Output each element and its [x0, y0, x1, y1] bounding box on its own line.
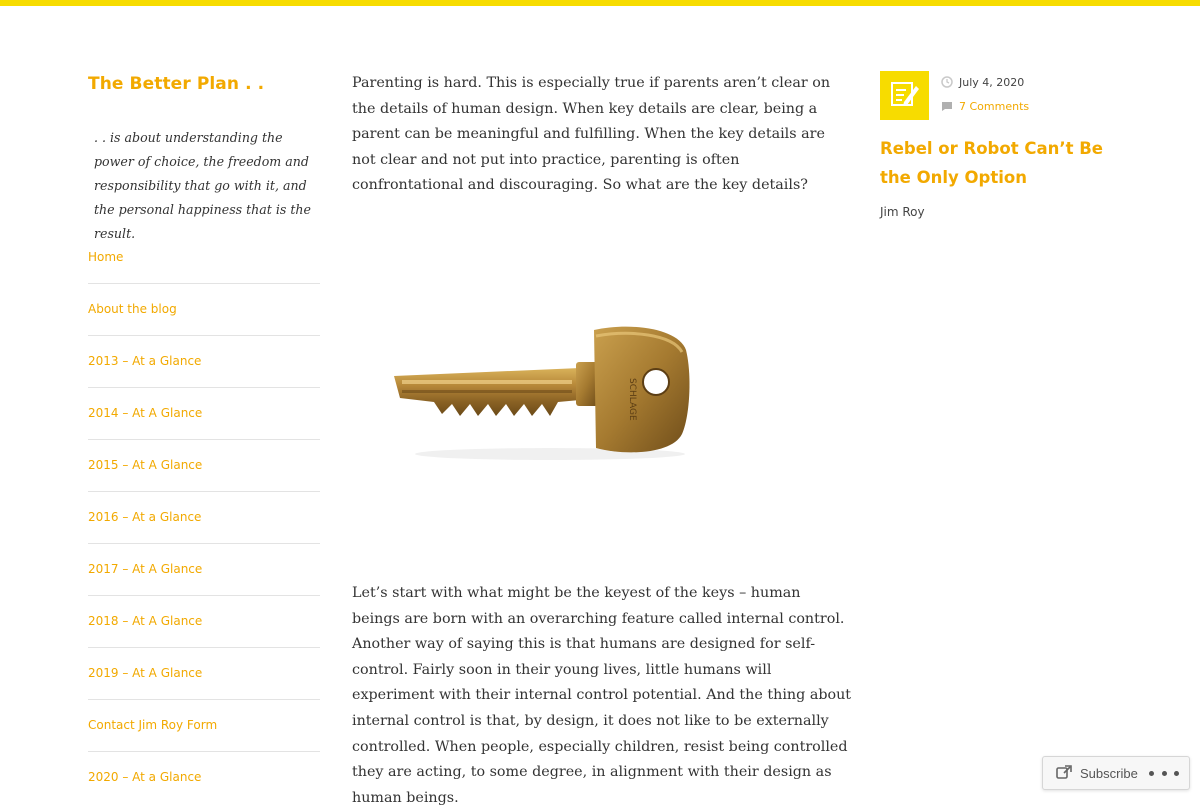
post-content: [352, 71, 852, 199]
comment-icon: [941, 100, 953, 112]
sidebar-nav: [88, 232, 320, 803]
nav-item-about: [88, 284, 320, 336]
nav-item-2018: [88, 596, 320, 648]
nav-item-home: [88, 232, 320, 284]
nav-link-about[interactable]: About the blog: [88, 302, 177, 316]
post-paragraph: Parenting is hard. This is especially true if parents aren’t clear on the details of human design. When key details are clear, being a parent can be meaningful and fulfilling. When the key details are not clear and not put into practice, parenting is often confrontational and discouraging. So what are the key details?: [352, 75, 831, 194]
subscribe-bar: [1042, 756, 1190, 790]
post-paragraph: Let’s start with what might be the keyest of the keys – human beings are born with an overarching feature called internal control. Another way of saying this is that humans are designed for self-control. Fairly soon in their young lives, little humans will experiment with their internal control potential. And the thing about internal control is that, by design, it does not like to be externally controlled. When people, especially children, resist being controlled they are acting, to some degree, in alignment with their design as human beings.: [352, 585, 852, 806]
nav-link-2015[interactable]: 2015 – At A Glance: [88, 458, 203, 472]
subscribe-button[interactable]: [1043, 757, 1151, 789]
nav-item-2013: [88, 336, 320, 388]
clock-icon: [941, 76, 953, 88]
ellipsis-icon[interactable]: [1149, 765, 1179, 781]
nav-link-home[interactable]: Home: [88, 250, 124, 264]
nav-item-2019: [88, 648, 320, 700]
post-author: Jim Roy: [880, 205, 925, 219]
subscribe-label: Subscribe: [1080, 765, 1138, 781]
svg-text:SCHLAGE: SCHLAGE: [627, 378, 637, 421]
post-date: [941, 76, 1024, 89]
nav-item-2020: [88, 752, 320, 803]
note-edit-icon: [890, 80, 920, 112]
nav-item-contact: [88, 700, 320, 752]
top-accent-bar: [0, 0, 1200, 6]
post-date-text: July 4, 2020: [959, 76, 1025, 89]
nav-item-2016: [88, 492, 320, 544]
post-comments-link[interactable]: [941, 100, 1029, 113]
nav-item-2015: [88, 440, 320, 492]
site-title[interactable]: The Better Plan . .: [88, 74, 265, 94]
nav-link-2016[interactable]: 2016 – At a Glance: [88, 510, 202, 524]
nav-link-2018[interactable]: 2018 – At A Glance: [88, 614, 203, 628]
nav-item-2014: [88, 388, 320, 440]
recent-post-title[interactable]: Rebel or Robot Can’t Be the Only Option: [880, 139, 1103, 187]
site-tagline: . . is about understanding the power of choice, the freedom and responsibility that go with it, and the personal happiness that is the result.: [94, 130, 311, 241]
brass-key-image: [390, 316, 690, 464]
wordpress-follow-icon: [1056, 765, 1072, 781]
nav-link-2019[interactable]: 2019 – At A Glance: [88, 666, 203, 680]
post-comments-text: 7 Comments: [959, 100, 1030, 113]
nav-link-2014[interactable]: 2014 – At A Glance: [88, 406, 203, 420]
nav-link-2017[interactable]: 2017 – At A Glance: [88, 562, 203, 576]
nav-link-2020[interactable]: 2020 – At a Glance: [88, 770, 202, 784]
nav-link-2013[interactable]: 2013 – At a Glance: [88, 354, 202, 368]
nav-link-contact[interactable]: Contact Jim Roy Form: [88, 718, 218, 732]
post-format-badge[interactable]: [880, 71, 929, 120]
nav-item-2017: [88, 544, 320, 596]
